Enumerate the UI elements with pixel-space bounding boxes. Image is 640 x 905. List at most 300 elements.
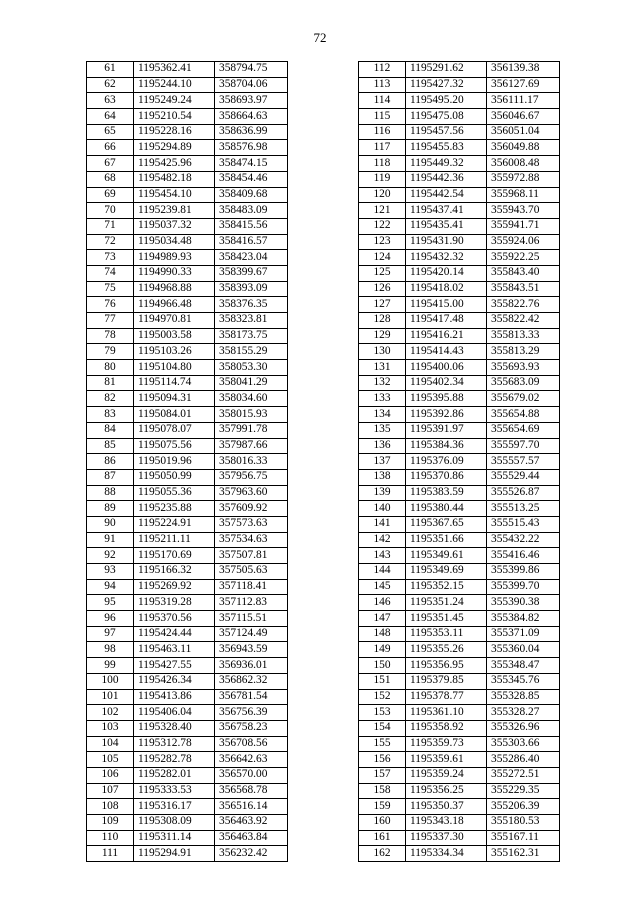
table-row bbox=[87, 187, 288, 203]
point-number-cell: 134 bbox=[359, 407, 406, 423]
point-number-cell: 106 bbox=[87, 767, 134, 783]
y-coordinate-cell: 356781.54 bbox=[215, 689, 288, 705]
x-coordinate-cell: 1195103.26 bbox=[134, 344, 215, 360]
table-row bbox=[359, 77, 560, 93]
point-number-cell: 111 bbox=[87, 846, 134, 862]
point-number-cell: 87 bbox=[87, 469, 134, 485]
point-number-cell: 113 bbox=[359, 77, 406, 93]
table-row bbox=[359, 532, 560, 548]
x-coordinate-cell: 1195384.36 bbox=[406, 438, 487, 454]
y-coordinate-cell: 358393.09 bbox=[215, 281, 288, 297]
y-coordinate-cell: 355597.70 bbox=[487, 438, 560, 454]
point-number-cell: 82 bbox=[87, 391, 134, 407]
table-row bbox=[359, 62, 560, 78]
point-number-cell: 86 bbox=[87, 454, 134, 470]
point-number-cell: 71 bbox=[87, 218, 134, 234]
y-coordinate-cell: 358053.30 bbox=[215, 360, 288, 376]
table-row bbox=[359, 156, 560, 172]
x-coordinate-cell: 1195359.73 bbox=[406, 736, 487, 752]
y-coordinate-cell: 356008.48 bbox=[487, 156, 560, 172]
y-coordinate-cell: 355679.02 bbox=[487, 391, 560, 407]
y-coordinate-cell: 355693.93 bbox=[487, 360, 560, 376]
table-row bbox=[87, 501, 288, 517]
y-coordinate-cell: 355843.40 bbox=[487, 265, 560, 281]
point-number-cell: 155 bbox=[359, 736, 406, 752]
x-coordinate-cell: 1195391.97 bbox=[406, 422, 487, 438]
point-number-cell: 68 bbox=[87, 171, 134, 187]
y-coordinate-cell: 357124.49 bbox=[215, 626, 288, 642]
y-coordinate-cell: 358483.09 bbox=[215, 203, 288, 219]
table-row bbox=[87, 375, 288, 391]
point-number-cell: 116 bbox=[359, 124, 406, 140]
table-row bbox=[87, 548, 288, 564]
point-number-cell: 85 bbox=[87, 438, 134, 454]
table-row bbox=[359, 203, 560, 219]
y-coordinate-cell: 356127.69 bbox=[487, 77, 560, 93]
point-number-cell: 93 bbox=[87, 564, 134, 580]
table-row bbox=[359, 407, 560, 423]
point-number-cell: 117 bbox=[359, 140, 406, 156]
table-row bbox=[359, 720, 560, 736]
x-coordinate-cell: 1195359.24 bbox=[406, 767, 487, 783]
y-coordinate-cell: 355654.69 bbox=[487, 422, 560, 438]
point-number-cell: 126 bbox=[359, 281, 406, 297]
table-row bbox=[87, 124, 288, 140]
y-coordinate-cell: 357991.78 bbox=[215, 422, 288, 438]
x-coordinate-cell: 1195431.90 bbox=[406, 234, 487, 250]
point-number-cell: 122 bbox=[359, 218, 406, 234]
point-number-cell: 148 bbox=[359, 626, 406, 642]
point-number-cell: 151 bbox=[359, 673, 406, 689]
x-coordinate-cell: 1195084.01 bbox=[134, 407, 215, 423]
table-row bbox=[87, 469, 288, 485]
y-coordinate-cell: 358015.93 bbox=[215, 407, 288, 423]
x-coordinate-cell: 1194990.33 bbox=[134, 265, 215, 281]
x-coordinate-cell: 1195415.00 bbox=[406, 297, 487, 313]
table-row bbox=[359, 250, 560, 266]
x-coordinate-cell: 1195359.61 bbox=[406, 752, 487, 768]
y-coordinate-cell: 356568.78 bbox=[215, 783, 288, 799]
point-number-cell: 152 bbox=[359, 689, 406, 705]
x-coordinate-cell: 1195104.80 bbox=[134, 360, 215, 376]
point-number-cell: 143 bbox=[359, 548, 406, 564]
point-number-cell: 160 bbox=[359, 815, 406, 831]
y-coordinate-cell: 358416.57 bbox=[215, 234, 288, 250]
point-number-cell: 74 bbox=[87, 265, 134, 281]
x-coordinate-cell: 1195352.15 bbox=[406, 579, 487, 595]
y-coordinate-cell: 355167.11 bbox=[487, 830, 560, 846]
table-row bbox=[359, 422, 560, 438]
x-coordinate-cell: 1195291.62 bbox=[406, 62, 487, 78]
y-coordinate-cell: 355813.33 bbox=[487, 328, 560, 344]
table-row bbox=[87, 658, 288, 674]
table-row bbox=[359, 611, 560, 627]
table-row bbox=[359, 109, 560, 125]
table-row bbox=[87, 281, 288, 297]
table-row bbox=[359, 579, 560, 595]
point-number-cell: 115 bbox=[359, 109, 406, 125]
x-coordinate-cell: 1195426.34 bbox=[134, 673, 215, 689]
y-coordinate-cell: 358415.56 bbox=[215, 218, 288, 234]
x-coordinate-cell: 1195435.41 bbox=[406, 218, 487, 234]
x-coordinate-cell: 1195356.25 bbox=[406, 783, 487, 799]
point-number-cell: 104 bbox=[87, 736, 134, 752]
y-coordinate-cell: 358399.67 bbox=[215, 265, 288, 281]
x-coordinate-cell: 1195333.53 bbox=[134, 783, 215, 799]
table-row bbox=[359, 265, 560, 281]
y-coordinate-cell: 357987.66 bbox=[215, 438, 288, 454]
point-number-cell: 94 bbox=[87, 579, 134, 595]
y-coordinate-cell: 355924.06 bbox=[487, 234, 560, 250]
y-coordinate-cell: 357505.63 bbox=[215, 564, 288, 580]
table-row bbox=[87, 752, 288, 768]
x-coordinate-cell: 1195418.02 bbox=[406, 281, 487, 297]
coordinates-table-right bbox=[358, 61, 560, 862]
point-number-cell: 144 bbox=[359, 564, 406, 580]
table-row bbox=[359, 234, 560, 250]
point-number-cell: 129 bbox=[359, 328, 406, 344]
table-row bbox=[87, 250, 288, 266]
x-coordinate-cell: 1195249.24 bbox=[134, 93, 215, 109]
y-coordinate-cell: 355399.86 bbox=[487, 564, 560, 580]
x-coordinate-cell: 1195383.59 bbox=[406, 485, 487, 501]
y-coordinate-cell: 356111.17 bbox=[487, 93, 560, 109]
y-coordinate-cell: 358794.75 bbox=[215, 62, 288, 78]
x-coordinate-cell: 1195356.95 bbox=[406, 658, 487, 674]
x-coordinate-cell: 1195166.32 bbox=[134, 564, 215, 580]
y-coordinate-cell: 355822.76 bbox=[487, 297, 560, 313]
table-row bbox=[87, 140, 288, 156]
table-row bbox=[87, 595, 288, 611]
x-coordinate-cell: 1195437.41 bbox=[406, 203, 487, 219]
x-coordinate-cell: 1195417.48 bbox=[406, 313, 487, 329]
y-coordinate-cell: 357573.63 bbox=[215, 516, 288, 532]
x-coordinate-cell: 1195427.32 bbox=[406, 77, 487, 93]
x-coordinate-cell: 1195380.44 bbox=[406, 501, 487, 517]
point-number-cell: 149 bbox=[359, 642, 406, 658]
point-number-cell: 119 bbox=[359, 171, 406, 187]
x-coordinate-cell: 1195312.78 bbox=[134, 736, 215, 752]
table-row bbox=[87, 313, 288, 329]
y-coordinate-cell: 355557.57 bbox=[487, 454, 560, 470]
point-number-cell: 137 bbox=[359, 454, 406, 470]
point-number-cell: 80 bbox=[87, 360, 134, 376]
x-coordinate-cell: 1195319.28 bbox=[134, 595, 215, 611]
point-number-cell: 98 bbox=[87, 642, 134, 658]
point-number-cell: 72 bbox=[87, 234, 134, 250]
x-coordinate-cell: 1195353.11 bbox=[406, 626, 487, 642]
point-number-cell: 84 bbox=[87, 422, 134, 438]
y-coordinate-cell: 358664.63 bbox=[215, 109, 288, 125]
table-row bbox=[87, 234, 288, 250]
y-coordinate-cell: 355303.66 bbox=[487, 736, 560, 752]
point-number-cell: 109 bbox=[87, 815, 134, 831]
table-row bbox=[87, 846, 288, 862]
y-coordinate-cell: 355272.51 bbox=[487, 767, 560, 783]
y-coordinate-cell: 358173.75 bbox=[215, 328, 288, 344]
table-row bbox=[87, 799, 288, 815]
y-coordinate-cell: 355526.87 bbox=[487, 485, 560, 501]
table-row bbox=[87, 344, 288, 360]
point-number-cell: 142 bbox=[359, 532, 406, 548]
x-coordinate-cell: 1195308.09 bbox=[134, 815, 215, 831]
point-number-cell: 150 bbox=[359, 658, 406, 674]
table-row bbox=[359, 799, 560, 815]
point-number-cell: 154 bbox=[359, 720, 406, 736]
y-coordinate-cell: 358376.35 bbox=[215, 297, 288, 313]
y-coordinate-cell: 356570.00 bbox=[215, 767, 288, 783]
y-coordinate-cell: 355822.42 bbox=[487, 313, 560, 329]
y-coordinate-cell: 355328.85 bbox=[487, 689, 560, 705]
x-coordinate-cell: 1195455.83 bbox=[406, 140, 487, 156]
x-coordinate-cell: 1195211.11 bbox=[134, 532, 215, 548]
table-row bbox=[359, 218, 560, 234]
coordinates-table-left bbox=[86, 61, 288, 862]
y-coordinate-cell: 358704.06 bbox=[215, 77, 288, 93]
point-number-cell: 69 bbox=[87, 187, 134, 203]
table-row bbox=[359, 281, 560, 297]
point-number-cell: 121 bbox=[359, 203, 406, 219]
point-number-cell: 138 bbox=[359, 469, 406, 485]
x-coordinate-cell: 1195361.10 bbox=[406, 705, 487, 721]
y-coordinate-cell: 355813.29 bbox=[487, 344, 560, 360]
y-coordinate-cell: 355348.47 bbox=[487, 658, 560, 674]
table-row bbox=[87, 736, 288, 752]
table-row bbox=[359, 846, 560, 862]
y-coordinate-cell: 358423.04 bbox=[215, 250, 288, 266]
point-number-cell: 135 bbox=[359, 422, 406, 438]
table-row bbox=[359, 328, 560, 344]
table-row bbox=[87, 407, 288, 423]
table-row bbox=[87, 579, 288, 595]
y-coordinate-cell: 356046.67 bbox=[487, 109, 560, 125]
y-coordinate-cell: 356862.32 bbox=[215, 673, 288, 689]
table-row bbox=[359, 626, 560, 642]
x-coordinate-cell: 1195367.65 bbox=[406, 516, 487, 532]
table-row bbox=[87, 156, 288, 172]
table-row bbox=[359, 187, 560, 203]
y-coordinate-cell: 356708.56 bbox=[215, 736, 288, 752]
y-coordinate-cell: 358636.99 bbox=[215, 124, 288, 140]
x-coordinate-cell: 1195003.58 bbox=[134, 328, 215, 344]
point-number-cell: 146 bbox=[359, 595, 406, 611]
x-coordinate-cell: 1194989.93 bbox=[134, 250, 215, 266]
table-row bbox=[359, 360, 560, 376]
point-number-cell: 73 bbox=[87, 250, 134, 266]
point-number-cell: 147 bbox=[359, 611, 406, 627]
y-coordinate-cell: 355432.22 bbox=[487, 532, 560, 548]
x-coordinate-cell: 1195037.32 bbox=[134, 218, 215, 234]
x-coordinate-cell: 1195370.56 bbox=[134, 611, 215, 627]
table-row bbox=[87, 705, 288, 721]
y-coordinate-cell: 356758.23 bbox=[215, 720, 288, 736]
y-coordinate-cell: 356051.04 bbox=[487, 124, 560, 140]
x-coordinate-cell: 1195078.07 bbox=[134, 422, 215, 438]
x-coordinate-cell: 1195350.37 bbox=[406, 799, 487, 815]
point-number-cell: 141 bbox=[359, 516, 406, 532]
x-coordinate-cell: 1195362.41 bbox=[134, 62, 215, 78]
table-row bbox=[87, 720, 288, 736]
table-row bbox=[359, 454, 560, 470]
table-row bbox=[359, 736, 560, 752]
point-number-cell: 139 bbox=[359, 485, 406, 501]
point-number-cell: 112 bbox=[359, 62, 406, 78]
table-row bbox=[87, 438, 288, 454]
y-coordinate-cell: 355972.88 bbox=[487, 171, 560, 187]
table-row bbox=[359, 767, 560, 783]
table-row bbox=[359, 830, 560, 846]
point-number-cell: 120 bbox=[359, 187, 406, 203]
y-coordinate-cell: 355360.04 bbox=[487, 642, 560, 658]
x-coordinate-cell: 1195379.85 bbox=[406, 673, 487, 689]
table-row bbox=[359, 548, 560, 564]
x-coordinate-cell: 1195425.96 bbox=[134, 156, 215, 172]
y-coordinate-cell: 355515.43 bbox=[487, 516, 560, 532]
point-number-cell: 140 bbox=[359, 501, 406, 517]
x-coordinate-cell: 1195349.69 bbox=[406, 564, 487, 580]
table-row bbox=[359, 124, 560, 140]
point-number-cell: 103 bbox=[87, 720, 134, 736]
y-coordinate-cell: 357118.41 bbox=[215, 579, 288, 595]
x-coordinate-cell: 1195400.06 bbox=[406, 360, 487, 376]
point-number-cell: 92 bbox=[87, 548, 134, 564]
x-coordinate-cell: 1195413.86 bbox=[134, 689, 215, 705]
x-coordinate-cell: 1195294.89 bbox=[134, 140, 215, 156]
table-row bbox=[87, 265, 288, 281]
y-coordinate-cell: 357115.51 bbox=[215, 611, 288, 627]
x-coordinate-cell: 1195376.09 bbox=[406, 454, 487, 470]
table-row bbox=[359, 485, 560, 501]
x-coordinate-cell: 1195351.24 bbox=[406, 595, 487, 611]
y-coordinate-cell: 355416.46 bbox=[487, 548, 560, 564]
point-number-cell: 64 bbox=[87, 109, 134, 125]
point-number-cell: 127 bbox=[359, 297, 406, 313]
x-coordinate-cell: 1195239.81 bbox=[134, 203, 215, 219]
y-coordinate-cell: 356463.92 bbox=[215, 815, 288, 831]
y-coordinate-cell: 355206.39 bbox=[487, 799, 560, 815]
y-coordinate-cell: 358576.98 bbox=[215, 140, 288, 156]
table-row bbox=[87, 360, 288, 376]
table-row bbox=[87, 93, 288, 109]
y-coordinate-cell: 355922.25 bbox=[487, 250, 560, 266]
table-row bbox=[87, 62, 288, 78]
y-coordinate-cell: 356463.84 bbox=[215, 830, 288, 846]
x-coordinate-cell: 1195449.32 bbox=[406, 156, 487, 172]
x-coordinate-cell: 1194968.88 bbox=[134, 281, 215, 297]
table-row bbox=[359, 391, 560, 407]
x-coordinate-cell: 1195432.32 bbox=[406, 250, 487, 266]
point-number-cell: 130 bbox=[359, 344, 406, 360]
y-coordinate-cell: 355371.09 bbox=[487, 626, 560, 642]
y-coordinate-cell: 355180.53 bbox=[487, 815, 560, 831]
x-coordinate-cell: 1195055.36 bbox=[134, 485, 215, 501]
y-coordinate-cell: 358693.97 bbox=[215, 93, 288, 109]
point-number-cell: 88 bbox=[87, 485, 134, 501]
table-row bbox=[87, 328, 288, 344]
y-coordinate-cell: 355390.38 bbox=[487, 595, 560, 611]
y-coordinate-cell: 357112.83 bbox=[215, 595, 288, 611]
table-row bbox=[359, 469, 560, 485]
x-coordinate-cell: 1195282.01 bbox=[134, 767, 215, 783]
y-coordinate-cell: 355843.51 bbox=[487, 281, 560, 297]
x-coordinate-cell: 1195349.61 bbox=[406, 548, 487, 564]
table-row bbox=[359, 815, 560, 831]
table-row bbox=[87, 454, 288, 470]
table-row bbox=[359, 752, 560, 768]
table-row bbox=[359, 658, 560, 674]
point-number-cell: 123 bbox=[359, 234, 406, 250]
y-coordinate-cell: 356049.88 bbox=[487, 140, 560, 156]
y-coordinate-cell: 355286.40 bbox=[487, 752, 560, 768]
x-coordinate-cell: 1195075.56 bbox=[134, 438, 215, 454]
x-coordinate-cell: 1195328.40 bbox=[134, 720, 215, 736]
x-coordinate-cell: 1195244.10 bbox=[134, 77, 215, 93]
table-row bbox=[87, 830, 288, 846]
y-coordinate-cell: 356642.63 bbox=[215, 752, 288, 768]
table-row bbox=[359, 171, 560, 187]
table-row bbox=[359, 564, 560, 580]
y-coordinate-cell: 356139.38 bbox=[487, 62, 560, 78]
table-row bbox=[359, 344, 560, 360]
y-coordinate-cell: 356943.59 bbox=[215, 642, 288, 658]
point-number-cell: 63 bbox=[87, 93, 134, 109]
x-coordinate-cell: 1195406.04 bbox=[134, 705, 215, 721]
y-coordinate-cell: 355326.96 bbox=[487, 720, 560, 736]
point-number-cell: 77 bbox=[87, 313, 134, 329]
y-coordinate-cell: 355345.76 bbox=[487, 673, 560, 689]
page-number: 72 bbox=[313, 30, 327, 45]
y-coordinate-cell: 358474.15 bbox=[215, 156, 288, 172]
table-row bbox=[359, 689, 560, 705]
table-row bbox=[359, 595, 560, 611]
table-row bbox=[87, 642, 288, 658]
x-coordinate-cell: 1195351.45 bbox=[406, 611, 487, 627]
point-number-cell: 110 bbox=[87, 830, 134, 846]
x-coordinate-cell: 1195416.21 bbox=[406, 328, 487, 344]
y-coordinate-cell: 356516.14 bbox=[215, 799, 288, 815]
point-number-cell: 78 bbox=[87, 328, 134, 344]
table-row bbox=[359, 705, 560, 721]
point-number-cell: 131 bbox=[359, 360, 406, 376]
point-number-cell: 95 bbox=[87, 595, 134, 611]
x-coordinate-cell: 1195424.44 bbox=[134, 626, 215, 642]
point-number-cell: 157 bbox=[359, 767, 406, 783]
y-coordinate-cell: 358041.29 bbox=[215, 375, 288, 391]
y-coordinate-cell: 358409.68 bbox=[215, 187, 288, 203]
x-coordinate-cell: 1195355.26 bbox=[406, 642, 487, 658]
x-coordinate-cell: 1195114.74 bbox=[134, 375, 215, 391]
table-row bbox=[87, 673, 288, 689]
point-number-cell: 70 bbox=[87, 203, 134, 219]
x-coordinate-cell: 1195170.69 bbox=[134, 548, 215, 564]
point-number-cell: 66 bbox=[87, 140, 134, 156]
point-number-cell: 90 bbox=[87, 516, 134, 532]
x-coordinate-cell: 1195235.88 bbox=[134, 501, 215, 517]
x-coordinate-cell: 1195414.43 bbox=[406, 344, 487, 360]
point-number-cell: 102 bbox=[87, 705, 134, 721]
point-number-cell: 97 bbox=[87, 626, 134, 642]
x-coordinate-cell: 1195420.14 bbox=[406, 265, 487, 281]
y-coordinate-cell: 358034.60 bbox=[215, 391, 288, 407]
point-number-cell: 67 bbox=[87, 156, 134, 172]
y-coordinate-cell: 358155.29 bbox=[215, 344, 288, 360]
y-coordinate-cell: 357609.92 bbox=[215, 501, 288, 517]
x-coordinate-cell: 1195334.34 bbox=[406, 846, 487, 862]
point-number-cell: 158 bbox=[359, 783, 406, 799]
y-coordinate-cell: 355384.82 bbox=[487, 611, 560, 627]
x-coordinate-cell: 1195442.36 bbox=[406, 171, 487, 187]
y-coordinate-cell: 355162.31 bbox=[487, 846, 560, 862]
